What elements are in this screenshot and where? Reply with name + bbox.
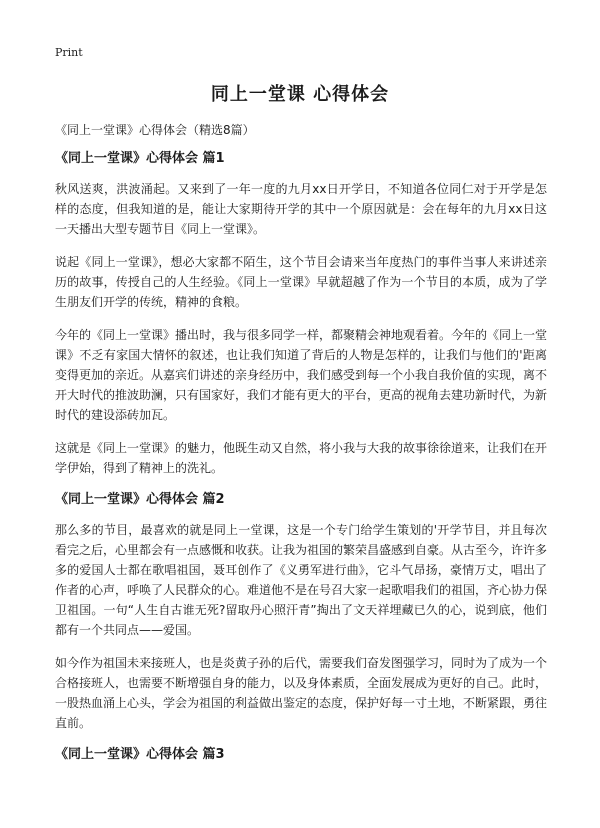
- document-subtitle: 《同上一堂课》心得体会（精选8篇）: [55, 123, 255, 137]
- paragraph: 秋风送爽，洪波涌起。又来到了一年一度的九月xx日开学日，不知道各位同仁对于开学是怎样的态度，但我知道的是，能让大家期待开学的其中一个原因就是：会在每年的九月xx日这一天播出大型专题节目《同上一堂课》。: [55, 182, 547, 236]
- paragraph: 今年的《同上一堂课》播出时，我与很多同学一样，都聚精会神地观看着。今年的《同上一堂课》不乏有家国大情怀的叙述，也让我们知道了背后的人物是怎样的，让我们与他们的'距离变得更加的亲近。从嘉宾们讲述的亲身经历中，我们感受到每一个小我自我价值的实现，离不开大时代的推波助澜，只有国家好，我们才能有更大的平台，更高的视角去建功新时代，为新时代的建设添砖加瓦。: [55, 328, 548, 422]
- section-heading: 《同上一堂课》心得体会 篇1: [55, 151, 225, 166]
- paragraph: 那么多的节目，最喜欢的就是同上一堂课，这是一个专门给学生策划的'开学节目，并且每次看完之后，心里都会有一点感慨和收获。让我为祖国的繁荣昌盛感到自豪。从古至今，许许多多的爱国人士都在歌唱祖国，聂耳创作了《义勇军进行曲》，它斗气昂扬，豪情万丈，唱出了作者的心声，呼唤了人民群众的心。难道他不是在号召大家一起歌唱我们的祖国，齐心协力保卫祖国。一句“人生自古谁无死?留取丹心照汗青”掏出了文天祥埋藏已久的心，说到底，他们都有一个共同点——爱国。: [55, 523, 548, 637]
- section-heading: 《同上一堂课》心得体会 篇3: [55, 747, 225, 762]
- section-heading: 《同上一堂课》心得体会 篇2: [55, 492, 225, 507]
- paragraph: 如今作为祖国未来接班人，也是炎黄子孙的后代，需要我们奋发图强学习，同时为了成为一个合格接班人，也需要不断增强自身的能力，以及身体素质，全面发展成为更好的自己。此时，一股热血涌上心头，学会为祖国的利益做出鉴定的态度，保护好每一寸土地，不断紧跟，勇往直前。: [55, 656, 548, 730]
- article-body: [55, 150, 547, 775]
- paragraph: 说起《同上一堂课》，想必大家都不陌生，这个节目会请来当年度热门的事件当事人来讲述亲历的故事，传授自己的人生经验。《同上一堂课》早就超越了作为一个节目的本质，成为了学生朋友们开学的传统，精神的食粮。: [55, 255, 547, 309]
- print-link[interactable]: Print: [55, 46, 83, 59]
- page-title: 同上一堂课 心得体会: [210, 84, 390, 105]
- paragraph: 这就是《同上一堂课》的魅力，他既生动又自然，将小我与大我的故事徐徐道来，让我们在开学伊始，得到了精神上的洗礼。: [55, 441, 548, 475]
